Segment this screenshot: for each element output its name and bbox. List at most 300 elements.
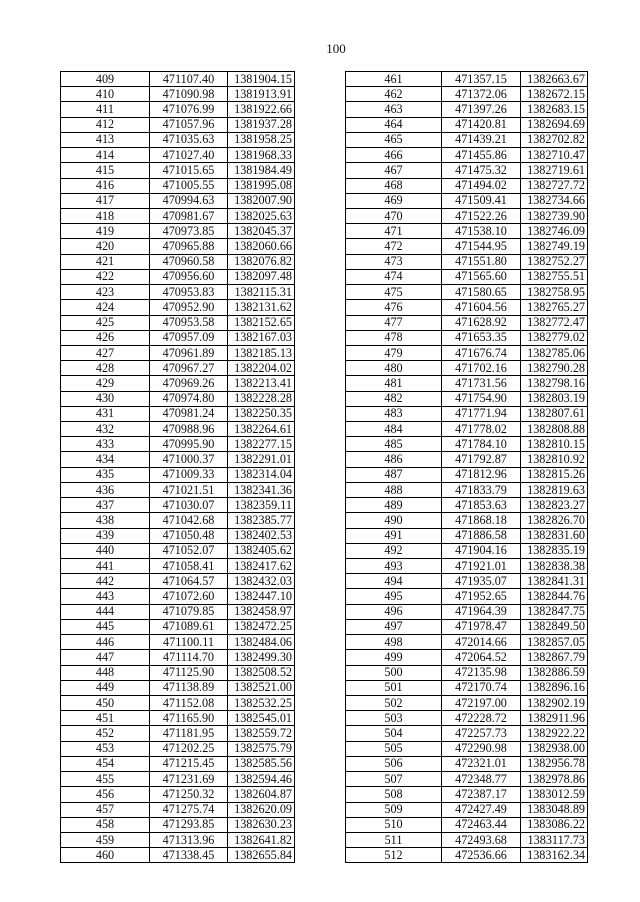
point-number-cell: 430 <box>61 391 150 406</box>
point-number-cell: 444 <box>61 604 150 619</box>
table-row <box>346 817 588 832</box>
table-row <box>61 437 295 452</box>
table-row <box>346 513 588 528</box>
table-row <box>346 467 588 482</box>
x-coordinate-cell: 471181.95 <box>150 726 228 741</box>
x-coordinate-cell: 471702.16 <box>442 361 521 376</box>
x-coordinate-cell: 471628.92 <box>442 315 521 330</box>
y-coordinate-cell: 1382447.10 <box>228 589 295 604</box>
point-number-cell: 427 <box>61 345 150 360</box>
point-number-cell: 496 <box>346 604 442 619</box>
table-row <box>346 832 588 847</box>
y-coordinate-cell: 1381904.15 <box>228 72 295 87</box>
point-number-cell: 426 <box>61 330 150 345</box>
point-number-cell: 441 <box>61 559 150 574</box>
point-number-cell: 505 <box>346 741 442 756</box>
table-row <box>61 513 295 528</box>
y-coordinate-cell: 1382835.19 <box>521 543 588 558</box>
y-coordinate-cell: 1382264.61 <box>228 422 295 437</box>
point-number-cell: 443 <box>61 589 150 604</box>
point-number-cell: 433 <box>61 437 150 452</box>
table-row <box>61 619 295 634</box>
point-number-cell: 409 <box>61 72 150 87</box>
y-coordinate-cell: 1382841.31 <box>521 574 588 589</box>
x-coordinate-cell: 471731.56 <box>442 376 521 391</box>
table-row <box>61 163 295 178</box>
point-number-cell: 486 <box>346 452 442 467</box>
y-coordinate-cell: 1382844.76 <box>521 589 588 604</box>
table-row <box>61 559 295 574</box>
y-coordinate-cell: 1381958.25 <box>228 132 295 147</box>
y-coordinate-cell: 1382185.13 <box>228 345 295 360</box>
table-row <box>346 756 588 771</box>
y-coordinate-cell: 1382545.01 <box>228 711 295 726</box>
y-coordinate-cell: 1383048.89 <box>521 802 588 817</box>
point-number-cell: 424 <box>61 300 150 315</box>
table-row <box>346 330 588 345</box>
x-coordinate-cell: 470952.90 <box>150 300 228 315</box>
point-number-cell: 484 <box>346 422 442 437</box>
x-coordinate-cell: 471676.74 <box>442 345 521 360</box>
x-coordinate-cell: 472536.66 <box>442 848 521 863</box>
table-row <box>61 148 295 163</box>
y-coordinate-cell: 1382097.48 <box>228 269 295 284</box>
y-coordinate-cell: 1382458.97 <box>228 604 295 619</box>
table-row <box>61 848 295 863</box>
point-number-cell: 493 <box>346 559 442 574</box>
x-coordinate-cell: 470981.67 <box>150 208 228 223</box>
table-row <box>61 756 295 771</box>
y-coordinate-cell: 1381968.33 <box>228 148 295 163</box>
point-number-cell: 503 <box>346 711 442 726</box>
x-coordinate-cell: 471064.57 <box>150 574 228 589</box>
y-coordinate-cell: 1382702.82 <box>521 132 588 147</box>
point-number-cell: 436 <box>61 482 150 497</box>
y-coordinate-cell: 1382727.72 <box>521 178 588 193</box>
x-coordinate-cell: 471058.41 <box>150 559 228 574</box>
x-coordinate-cell: 471125.90 <box>150 665 228 680</box>
x-coordinate-cell: 470973.85 <box>150 224 228 239</box>
x-coordinate-cell: 471604.56 <box>442 300 521 315</box>
x-coordinate-cell: 471653.35 <box>442 330 521 345</box>
point-number-cell: 454 <box>61 756 150 771</box>
y-coordinate-cell: 1382655.84 <box>228 848 295 863</box>
x-coordinate-cell: 471833.79 <box>442 482 521 497</box>
x-coordinate-cell: 472064.52 <box>442 650 521 665</box>
point-number-cell: 476 <box>346 300 442 315</box>
x-coordinate-cell: 471005.55 <box>150 178 228 193</box>
x-coordinate-cell: 471015.65 <box>150 163 228 178</box>
x-coordinate-cell: 471475.32 <box>442 163 521 178</box>
x-coordinate-cell: 471076.99 <box>150 102 228 117</box>
table-row <box>61 467 295 482</box>
table-row <box>61 269 295 284</box>
y-coordinate-cell: 1382594.46 <box>228 772 295 787</box>
point-number-cell: 455 <box>61 772 150 787</box>
x-coordinate-cell: 470994.63 <box>150 193 228 208</box>
y-coordinate-cell: 1382499.30 <box>228 650 295 665</box>
y-coordinate-cell: 1382472.25 <box>228 619 295 634</box>
y-coordinate-cell: 1382734.66 <box>521 193 588 208</box>
x-coordinate-cell: 471057.96 <box>150 117 228 132</box>
x-coordinate-cell: 472228.72 <box>442 711 521 726</box>
y-coordinate-cell: 1382213.41 <box>228 376 295 391</box>
point-number-cell: 495 <box>346 589 442 604</box>
y-coordinate-cell: 1382432.03 <box>228 574 295 589</box>
point-number-cell: 492 <box>346 543 442 558</box>
point-number-cell: 489 <box>346 498 442 513</box>
y-coordinate-cell: 1382532.25 <box>228 695 295 710</box>
point-number-cell: 469 <box>346 193 442 208</box>
point-number-cell: 416 <box>61 178 150 193</box>
y-coordinate-cell: 1382630.23 <box>228 817 295 832</box>
point-number-cell: 487 <box>346 467 442 482</box>
x-coordinate-cell: 471978.47 <box>442 619 521 634</box>
x-coordinate-cell: 471114.70 <box>150 650 228 665</box>
y-coordinate-cell: 1382521.00 <box>228 680 295 695</box>
y-coordinate-cell: 1382758.95 <box>521 285 588 300</box>
point-number-cell: 502 <box>346 695 442 710</box>
x-coordinate-cell: 471792.87 <box>442 452 521 467</box>
point-number-cell: 483 <box>346 406 442 421</box>
x-coordinate-cell: 471494.02 <box>442 178 521 193</box>
table-row <box>346 345 588 360</box>
point-number-cell: 500 <box>346 665 442 680</box>
x-coordinate-cell: 471853.63 <box>442 498 521 513</box>
point-number-cell: 512 <box>346 848 442 863</box>
x-coordinate-cell: 470974.80 <box>150 391 228 406</box>
table-row <box>61 391 295 406</box>
y-coordinate-cell: 1382938.00 <box>521 741 588 756</box>
table-row <box>61 452 295 467</box>
x-coordinate-cell: 471338.45 <box>150 848 228 863</box>
table-row <box>61 787 295 802</box>
y-coordinate-cell: 1382810.92 <box>521 452 588 467</box>
point-number-cell: 464 <box>346 117 442 132</box>
x-coordinate-cell: 471293.85 <box>150 817 228 832</box>
y-coordinate-cell: 1382663.67 <box>521 72 588 87</box>
table-row <box>61 543 295 558</box>
y-coordinate-cell: 1382045.37 <box>228 224 295 239</box>
table-row <box>346 269 588 284</box>
y-coordinate-cell: 1382359.11 <box>228 498 295 513</box>
table-row <box>346 239 588 254</box>
y-coordinate-cell: 1382152.65 <box>228 315 295 330</box>
point-number-cell: 480 <box>346 361 442 376</box>
x-coordinate-cell: 470956.60 <box>150 269 228 284</box>
table-row <box>61 178 295 193</box>
table-row <box>346 163 588 178</box>
table-row <box>61 817 295 832</box>
y-coordinate-cell: 1382484.06 <box>228 635 295 650</box>
x-coordinate-cell: 472321.01 <box>442 756 521 771</box>
x-coordinate-cell: 472348.77 <box>442 772 521 787</box>
table-row <box>346 132 588 147</box>
table-row <box>346 117 588 132</box>
x-coordinate-cell: 472387.17 <box>442 787 521 802</box>
table-row <box>346 452 588 467</box>
point-number-cell: 470 <box>346 208 442 223</box>
table-row <box>346 376 588 391</box>
y-coordinate-cell: 1382826.70 <box>521 513 588 528</box>
point-number-cell: 435 <box>61 467 150 482</box>
table-row <box>346 285 588 300</box>
x-coordinate-cell: 471754.90 <box>442 391 521 406</box>
table-row <box>346 543 588 558</box>
x-coordinate-cell: 471000.37 <box>150 452 228 467</box>
x-coordinate-cell: 470995.90 <box>150 437 228 452</box>
y-coordinate-cell: 1382765.27 <box>521 300 588 315</box>
x-coordinate-cell: 470957.09 <box>150 330 228 345</box>
y-coordinate-cell: 1382405.62 <box>228 543 295 558</box>
table-row <box>346 482 588 497</box>
point-number-cell: 428 <box>61 361 150 376</box>
y-coordinate-cell: 1382167.03 <box>228 330 295 345</box>
y-coordinate-cell: 1382025.63 <box>228 208 295 223</box>
point-number-cell: 463 <box>346 102 442 117</box>
table-row <box>346 224 588 239</box>
point-number-cell: 411 <box>61 102 150 117</box>
y-coordinate-cell: 1382277.15 <box>228 437 295 452</box>
table-row <box>346 193 588 208</box>
x-coordinate-cell: 471357.15 <box>442 72 521 87</box>
x-coordinate-cell: 471231.69 <box>150 772 228 787</box>
point-number-cell: 506 <box>346 756 442 771</box>
y-coordinate-cell: 1383012.59 <box>521 787 588 802</box>
point-number-cell: 459 <box>61 832 150 847</box>
x-coordinate-cell: 472463.44 <box>442 817 521 832</box>
table-row <box>61 574 295 589</box>
point-number-cell: 477 <box>346 315 442 330</box>
x-coordinate-cell: 470960.58 <box>150 254 228 269</box>
y-coordinate-cell: 1382710.47 <box>521 148 588 163</box>
table-row <box>346 315 588 330</box>
point-number-cell: 422 <box>61 269 150 284</box>
point-number-cell: 475 <box>346 285 442 300</box>
point-number-cell: 494 <box>346 574 442 589</box>
table-row <box>346 726 588 741</box>
y-coordinate-cell: 1382385.77 <box>228 513 295 528</box>
table-row <box>61 680 295 695</box>
x-coordinate-cell: 471050.48 <box>150 528 228 543</box>
point-number-cell: 450 <box>61 695 150 710</box>
y-coordinate-cell: 1382956.78 <box>521 756 588 771</box>
table-row <box>346 559 588 574</box>
y-coordinate-cell: 1381984.49 <box>228 163 295 178</box>
x-coordinate-cell: 471565.60 <box>442 269 521 284</box>
x-coordinate-cell: 471215.45 <box>150 756 228 771</box>
y-coordinate-cell: 1382752.27 <box>521 254 588 269</box>
y-coordinate-cell: 1382641.82 <box>228 832 295 847</box>
x-coordinate-cell: 471551.80 <box>442 254 521 269</box>
y-coordinate-cell: 1382402.53 <box>228 528 295 543</box>
table-row <box>61 741 295 756</box>
table-row <box>61 193 295 208</box>
table-row <box>346 635 588 650</box>
point-number-cell: 445 <box>61 619 150 634</box>
table-row <box>346 650 588 665</box>
y-coordinate-cell: 1382508.52 <box>228 665 295 680</box>
point-number-cell: 420 <box>61 239 150 254</box>
table-row <box>61 224 295 239</box>
x-coordinate-cell: 471935.07 <box>442 574 521 589</box>
y-coordinate-cell: 1382341.36 <box>228 482 295 497</box>
point-number-cell: 473 <box>346 254 442 269</box>
point-number-cell: 429 <box>61 376 150 391</box>
point-number-cell: 490 <box>346 513 442 528</box>
y-coordinate-cell: 1382922.22 <box>521 726 588 741</box>
x-coordinate-cell: 471042.68 <box>150 513 228 528</box>
table-row <box>346 589 588 604</box>
y-coordinate-cell: 1382115.31 <box>228 285 295 300</box>
y-coordinate-cell: 1382755.51 <box>521 269 588 284</box>
y-coordinate-cell: 1382719.61 <box>521 163 588 178</box>
point-number-cell: 418 <box>61 208 150 223</box>
point-number-cell: 491 <box>346 528 442 543</box>
table-row <box>61 330 295 345</box>
point-number-cell: 507 <box>346 772 442 787</box>
y-coordinate-cell: 1382060.66 <box>228 239 295 254</box>
coordinates-table-right <box>345 71 588 863</box>
x-coordinate-cell: 472197.00 <box>442 695 521 710</box>
y-coordinate-cell: 1382559.72 <box>228 726 295 741</box>
y-coordinate-cell: 1382978.86 <box>521 772 588 787</box>
y-coordinate-cell: 1382808.88 <box>521 422 588 437</box>
table-row <box>346 422 588 437</box>
x-coordinate-cell: 471538.10 <box>442 224 521 239</box>
point-number-cell: 511 <box>346 832 442 847</box>
point-number-cell: 423 <box>61 285 150 300</box>
y-coordinate-cell: 1382911.96 <box>521 711 588 726</box>
x-coordinate-cell: 472170.74 <box>442 680 521 695</box>
point-number-cell: 509 <box>346 802 442 817</box>
y-coordinate-cell: 1382291.01 <box>228 452 295 467</box>
x-coordinate-cell: 471439.21 <box>442 132 521 147</box>
table-row <box>61 422 295 437</box>
point-number-cell: 413 <box>61 132 150 147</box>
point-number-cell: 465 <box>346 132 442 147</box>
y-coordinate-cell: 1382810.15 <box>521 437 588 452</box>
y-coordinate-cell: 1383086.22 <box>521 817 588 832</box>
table-row <box>346 87 588 102</box>
table-row <box>61 726 295 741</box>
x-coordinate-cell: 471009.33 <box>150 467 228 482</box>
point-number-cell: 510 <box>346 817 442 832</box>
point-number-cell: 412 <box>61 117 150 132</box>
x-coordinate-cell: 471397.26 <box>442 102 521 117</box>
x-coordinate-cell: 472427.49 <box>442 802 521 817</box>
point-number-cell: 438 <box>61 513 150 528</box>
table-row <box>346 574 588 589</box>
point-number-cell: 447 <box>61 650 150 665</box>
table-row <box>346 300 588 315</box>
x-coordinate-cell: 471509.41 <box>442 193 521 208</box>
y-coordinate-cell: 1382785.06 <box>521 345 588 360</box>
x-coordinate-cell: 471079.85 <box>150 604 228 619</box>
y-coordinate-cell: 1382314.04 <box>228 467 295 482</box>
point-number-cell: 497 <box>346 619 442 634</box>
point-number-cell: 467 <box>346 163 442 178</box>
table-row <box>61 239 295 254</box>
x-coordinate-cell: 471275.74 <box>150 802 228 817</box>
point-number-cell: 458 <box>61 817 150 832</box>
y-coordinate-cell: 1382807.61 <box>521 406 588 421</box>
table-row <box>346 802 588 817</box>
point-number-cell: 414 <box>61 148 150 163</box>
x-coordinate-cell: 471952.65 <box>442 589 521 604</box>
point-number-cell: 488 <box>346 482 442 497</box>
point-number-cell: 451 <box>61 711 150 726</box>
x-coordinate-cell: 471035.63 <box>150 132 228 147</box>
x-coordinate-cell: 472257.73 <box>442 726 521 741</box>
x-coordinate-cell: 470965.88 <box>150 239 228 254</box>
point-number-cell: 437 <box>61 498 150 513</box>
y-coordinate-cell: 1382250.35 <box>228 406 295 421</box>
point-number-cell: 498 <box>346 635 442 650</box>
table-row <box>61 406 295 421</box>
x-coordinate-cell: 471052.07 <box>150 543 228 558</box>
table-row <box>346 391 588 406</box>
y-coordinate-cell: 1382857.05 <box>521 635 588 650</box>
table-row <box>346 72 588 87</box>
table-row <box>61 482 295 497</box>
y-coordinate-cell: 1381922.66 <box>228 102 295 117</box>
y-coordinate-cell: 1382739.90 <box>521 208 588 223</box>
table-row <box>61 208 295 223</box>
table-row <box>346 208 588 223</box>
x-coordinate-cell: 471812.96 <box>442 467 521 482</box>
point-number-cell: 478 <box>346 330 442 345</box>
table-row <box>61 315 295 330</box>
y-coordinate-cell: 1382779.02 <box>521 330 588 345</box>
y-coordinate-cell: 1382575.79 <box>228 741 295 756</box>
y-coordinate-cell: 1382849.50 <box>521 619 588 634</box>
y-coordinate-cell: 1382131.62 <box>228 300 295 315</box>
table-row <box>61 102 295 117</box>
point-number-cell: 472 <box>346 239 442 254</box>
y-coordinate-cell: 1382886.59 <box>521 665 588 680</box>
table-row <box>346 406 588 421</box>
x-coordinate-cell: 471030.07 <box>150 498 228 513</box>
table-row <box>346 665 588 680</box>
table-row <box>61 254 295 269</box>
table-row <box>61 528 295 543</box>
table-row <box>346 102 588 117</box>
table-row <box>61 589 295 604</box>
table-row <box>346 604 588 619</box>
table-row <box>61 72 295 87</box>
table-row <box>346 254 588 269</box>
point-number-cell: 431 <box>61 406 150 421</box>
y-coordinate-cell: 1382798.16 <box>521 376 588 391</box>
table-row <box>346 711 588 726</box>
table-row <box>346 619 588 634</box>
table-row <box>61 132 295 147</box>
x-coordinate-cell: 471089.61 <box>150 619 228 634</box>
table-row <box>61 117 295 132</box>
table-row <box>61 711 295 726</box>
point-number-cell: 499 <box>346 650 442 665</box>
table-row <box>61 285 295 300</box>
x-coordinate-cell: 470969.26 <box>150 376 228 391</box>
y-coordinate-cell: 1381937.28 <box>228 117 295 132</box>
y-coordinate-cell: 1382604.87 <box>228 787 295 802</box>
table-row <box>61 361 295 376</box>
y-coordinate-cell: 1382815.26 <box>521 467 588 482</box>
table-row <box>346 772 588 787</box>
point-number-cell: 432 <box>61 422 150 437</box>
point-number-cell: 415 <box>61 163 150 178</box>
